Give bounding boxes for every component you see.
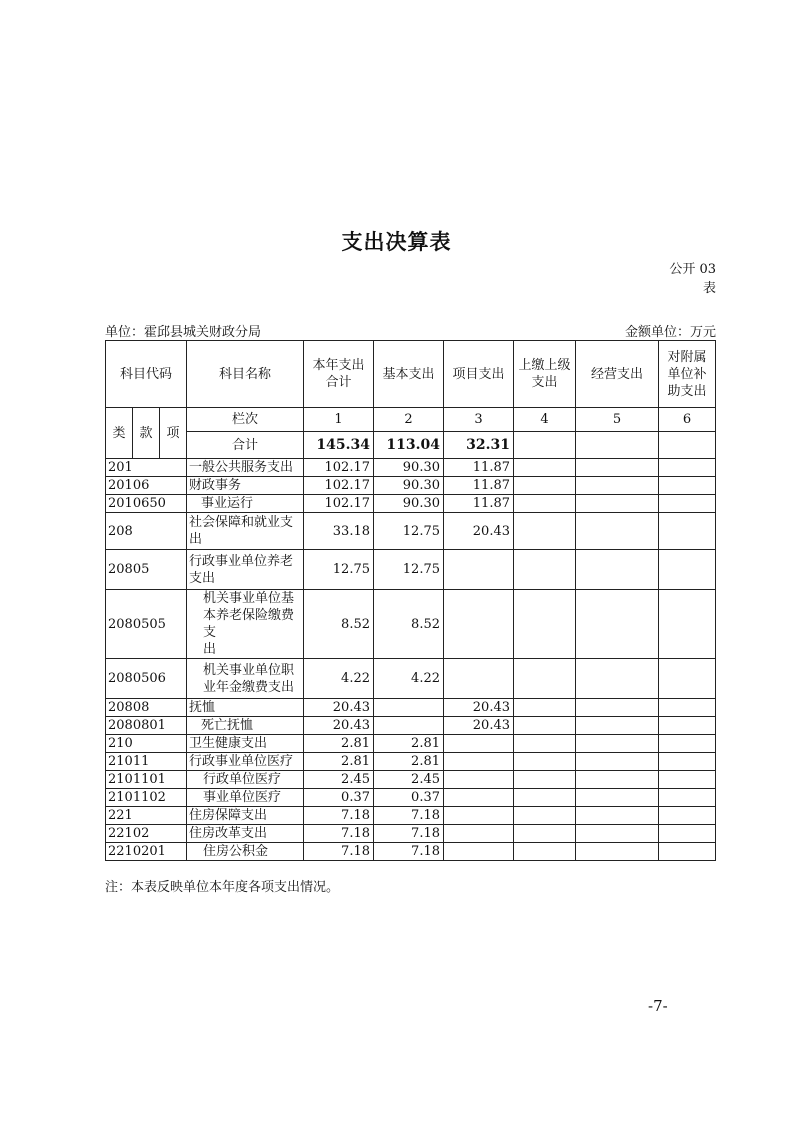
row-empty-cell — [576, 771, 659, 789]
row-name — [187, 513, 304, 550]
row-empty-cell — [514, 590, 576, 659]
row-empty-cell — [576, 495, 659, 513]
row-code: 2101101 — [106, 771, 187, 789]
row-code: 2210201 — [106, 843, 187, 861]
page-title: 支出决算表 — [341, 230, 452, 254]
row-project: 11.87 — [444, 477, 514, 495]
row-code: 2080801 — [106, 717, 187, 735]
row-total: 12.75 — [304, 550, 374, 590]
row-name-line: 机关事业单位基 — [203, 591, 295, 606]
header-subsidy-line: 对附属 — [667, 349, 707, 365]
row-project: 11.87 — [444, 495, 514, 513]
row-basic: 7.18 — [374, 825, 444, 843]
row-name — [187, 495, 304, 513]
row-basic: 7.18 — [374, 843, 444, 861]
table-row — [106, 699, 716, 717]
row-name — [187, 789, 304, 807]
row-empty-cell — [576, 590, 659, 659]
header-total-line: 合计 — [325, 375, 352, 390]
table-row — [106, 735, 716, 753]
reporting-unit: 单位：霍邱县城关财政分局 — [105, 325, 262, 340]
row-name-line: 业年金缴费支出 — [203, 679, 295, 695]
header-total — [304, 341, 374, 408]
row-empty-cell — [514, 699, 576, 717]
row-basic — [374, 699, 444, 717]
row-empty-cell — [659, 753, 716, 771]
row-name-line: 事业单位医疗 — [203, 790, 282, 805]
header-subsidy-line: 助支出 — [667, 383, 707, 399]
row-name — [187, 771, 304, 789]
table-note: 注：本表反映单位本年度各项支出情况。 — [105, 880, 340, 895]
row-basic: 90.30 — [374, 459, 444, 477]
table-row — [106, 753, 716, 771]
row-code: 2101102 — [106, 789, 187, 807]
row-empty-cell — [576, 550, 659, 590]
row-code: 2080506 — [106, 659, 187, 699]
row-name — [187, 735, 304, 753]
row-project: 20.43 — [444, 513, 514, 550]
row-name — [187, 699, 304, 717]
column-number-row — [106, 408, 716, 432]
row-code: 2010650 — [106, 495, 187, 513]
row-name-line: 出 — [189, 532, 203, 547]
row-project: 11.87 — [444, 459, 514, 477]
header-subsidy-line: 单位补 — [667, 366, 707, 382]
row-total: 2.81 — [304, 735, 374, 753]
column-number: 3 — [444, 408, 514, 432]
table-row — [106, 477, 716, 495]
row-name-line: 卫生健康支出 — [189, 736, 268, 751]
row-total: 20.43 — [304, 717, 374, 735]
row-name-line: 抚恤 — [189, 700, 216, 715]
page-number: -7- — [648, 997, 668, 1015]
column-number: 5 — [576, 408, 659, 432]
table-row — [106, 495, 716, 513]
row-basic: 7.18 — [374, 807, 444, 825]
row-name — [187, 753, 304, 771]
row-total: 7.18 — [304, 807, 374, 825]
table-row — [106, 659, 716, 699]
header-project: 项目支出 — [444, 341, 514, 408]
row-total: 20.43 — [304, 699, 374, 717]
sum-empty-cell — [659, 432, 716, 459]
row-name-line: 住房保障支出 — [189, 808, 268, 823]
row-empty-cell — [514, 495, 576, 513]
row-basic: 90.30 — [374, 477, 444, 495]
column-number: 1 — [304, 408, 374, 432]
row-code: 2080505 — [106, 590, 187, 659]
header-upper-line: 支出 — [531, 375, 558, 390]
header-upper — [514, 341, 576, 408]
row-empty-cell — [576, 659, 659, 699]
row-name — [187, 459, 304, 477]
row-basic: 4.22 — [374, 659, 444, 699]
row-total: 102.17 — [304, 495, 374, 513]
row-total: 102.17 — [304, 477, 374, 495]
row-project — [444, 550, 514, 590]
row-empty-cell — [514, 771, 576, 789]
row-code: 21011 — [106, 753, 187, 771]
sum-empty-cell — [576, 432, 659, 459]
header-name: 科目名称 — [187, 341, 304, 408]
row-name — [187, 477, 304, 495]
row-name-line: 出 — [203, 642, 217, 657]
row-empty-cell — [576, 513, 659, 550]
table-row — [106, 550, 716, 590]
row-basic: 8.52 — [374, 590, 444, 659]
row-empty-cell — [576, 477, 659, 495]
column-label: 栏次 — [187, 408, 304, 432]
row-name-line: 行政事业单位医疗 — [189, 754, 294, 769]
row-project — [444, 659, 514, 699]
row-name — [187, 843, 304, 861]
row-project — [444, 753, 514, 771]
header-xiang: 项 — [160, 408, 187, 459]
row-name-line: 死亡抚恤 — [201, 718, 254, 733]
row-name — [187, 825, 304, 843]
row-empty-cell — [659, 699, 716, 717]
row-empty-cell — [576, 699, 659, 717]
expenditure-table — [105, 340, 716, 861]
row-code: 210 — [106, 735, 187, 753]
row-empty-cell — [659, 550, 716, 590]
column-number: 4 — [514, 408, 576, 432]
row-empty-cell — [514, 753, 576, 771]
row-empty-cell — [576, 843, 659, 861]
row-name-line: 机关事业单位职 — [203, 662, 295, 678]
row-empty-cell — [659, 459, 716, 477]
row-empty-cell — [514, 735, 576, 753]
header-code: 科目代码 — [106, 341, 187, 408]
row-code: 20805 — [106, 550, 187, 590]
header-upper-line: 上缴上级 — [518, 358, 571, 373]
sum-row — [106, 432, 716, 459]
amount-unit: 金额单位：万元 — [624, 325, 716, 340]
row-empty-cell — [514, 789, 576, 807]
row-code: 201 — [106, 459, 187, 477]
row-empty-cell — [659, 771, 716, 789]
row-empty-cell — [514, 477, 576, 495]
sum-total: 145.34 — [304, 432, 374, 459]
row-total: 102.17 — [304, 459, 374, 477]
row-empty-cell — [659, 807, 716, 825]
row-empty-cell — [576, 735, 659, 753]
row-total: 2.45 — [304, 771, 374, 789]
row-empty-cell — [576, 459, 659, 477]
header-row — [106, 341, 716, 408]
row-empty-cell — [576, 825, 659, 843]
row-name-line: 事业运行 — [201, 496, 254, 511]
sum-project: 32.31 — [444, 432, 514, 459]
header-business: 经营支出 — [576, 341, 659, 408]
row-name — [187, 550, 304, 590]
row-code: 20808 — [106, 699, 187, 717]
sum-empty-cell — [514, 432, 576, 459]
row-total: 8.52 — [304, 590, 374, 659]
row-empty-cell — [514, 825, 576, 843]
row-project — [444, 789, 514, 807]
header-subsidy — [659, 341, 716, 408]
row-empty-cell — [659, 495, 716, 513]
form-number-line: 公开 03 — [669, 262, 716, 277]
row-name-line: 财政事务 — [189, 478, 242, 493]
row-project: 20.43 — [444, 699, 514, 717]
row-code: 221 — [106, 807, 187, 825]
row-name-line: 本养老保险缴费支 — [203, 608, 295, 640]
row-total: 7.18 — [304, 843, 374, 861]
row-name — [187, 659, 304, 699]
table-row — [106, 771, 716, 789]
row-project — [444, 590, 514, 659]
sum-basic: 113.04 — [374, 432, 444, 459]
row-name-line: 一般公共服务支出 — [189, 460, 294, 475]
row-total: 0.37 — [304, 789, 374, 807]
column-number: 6 — [659, 408, 716, 432]
row-name-line: 住房公积金 — [203, 844, 269, 859]
row-project — [444, 843, 514, 861]
row-name-line: 行政事业单位养老 — [189, 553, 294, 569]
row-empty-cell — [576, 753, 659, 771]
row-empty-cell — [576, 807, 659, 825]
table-row — [106, 843, 716, 861]
row-basic: 0.37 — [374, 789, 444, 807]
row-name-line: 社会保障和就业支 — [189, 515, 294, 530]
row-empty-cell — [514, 807, 576, 825]
form-number-line: 表 — [702, 281, 716, 296]
row-name-line: 住房改革支出 — [189, 826, 268, 841]
row-empty-cell — [576, 789, 659, 807]
table-row — [106, 590, 716, 659]
row-name-line: 支出 — [189, 570, 216, 586]
row-empty-cell — [659, 825, 716, 843]
row-project — [444, 807, 514, 825]
row-basic: 12.75 — [374, 550, 444, 590]
table-row — [106, 459, 716, 477]
header-total-line: 本年支出 — [312, 358, 365, 373]
row-basic: 2.81 — [374, 753, 444, 771]
row-name — [187, 717, 304, 735]
row-empty-cell — [514, 513, 576, 550]
row-project: 20.43 — [444, 717, 514, 735]
row-code: 20106 — [106, 477, 187, 495]
row-basic: 90.30 — [374, 495, 444, 513]
header-lei: 类 — [106, 408, 133, 459]
row-name — [187, 590, 304, 659]
row-name — [187, 807, 304, 825]
row-total: 2.81 — [304, 753, 374, 771]
row-empty-cell — [514, 717, 576, 735]
header-kuan: 款 — [133, 408, 160, 459]
row-empty-cell — [514, 659, 576, 699]
row-empty-cell — [659, 843, 716, 861]
form-number — [669, 260, 716, 298]
row-empty-cell — [659, 735, 716, 753]
row-empty-cell — [659, 789, 716, 807]
row-basic: 2.45 — [374, 771, 444, 789]
column-number: 2 — [374, 408, 444, 432]
table-row — [106, 789, 716, 807]
row-empty-cell — [659, 590, 716, 659]
sum-label: 合计 — [187, 432, 304, 459]
table-row — [106, 513, 716, 550]
row-total: 33.18 — [304, 513, 374, 550]
row-project — [444, 771, 514, 789]
row-basic: 2.81 — [374, 735, 444, 753]
row-empty-cell — [576, 717, 659, 735]
row-name-line: 行政单位医疗 — [203, 772, 282, 787]
row-total: 7.18 — [304, 825, 374, 843]
row-empty-cell — [659, 513, 716, 550]
row-empty-cell — [659, 659, 716, 699]
row-project — [444, 735, 514, 753]
row-empty-cell — [514, 843, 576, 861]
table-row — [106, 717, 716, 735]
row-basic: 12.75 — [374, 513, 444, 550]
row-project — [444, 825, 514, 843]
row-code: 208 — [106, 513, 187, 550]
row-empty-cell — [659, 477, 716, 495]
row-basic — [374, 717, 444, 735]
header-basic: 基本支出 — [374, 341, 444, 408]
table-row — [106, 825, 716, 843]
table-row — [106, 807, 716, 825]
row-empty-cell — [514, 550, 576, 590]
row-code: 22102 — [106, 825, 187, 843]
row-total: 4.22 — [304, 659, 374, 699]
row-empty-cell — [514, 459, 576, 477]
row-empty-cell — [659, 717, 716, 735]
